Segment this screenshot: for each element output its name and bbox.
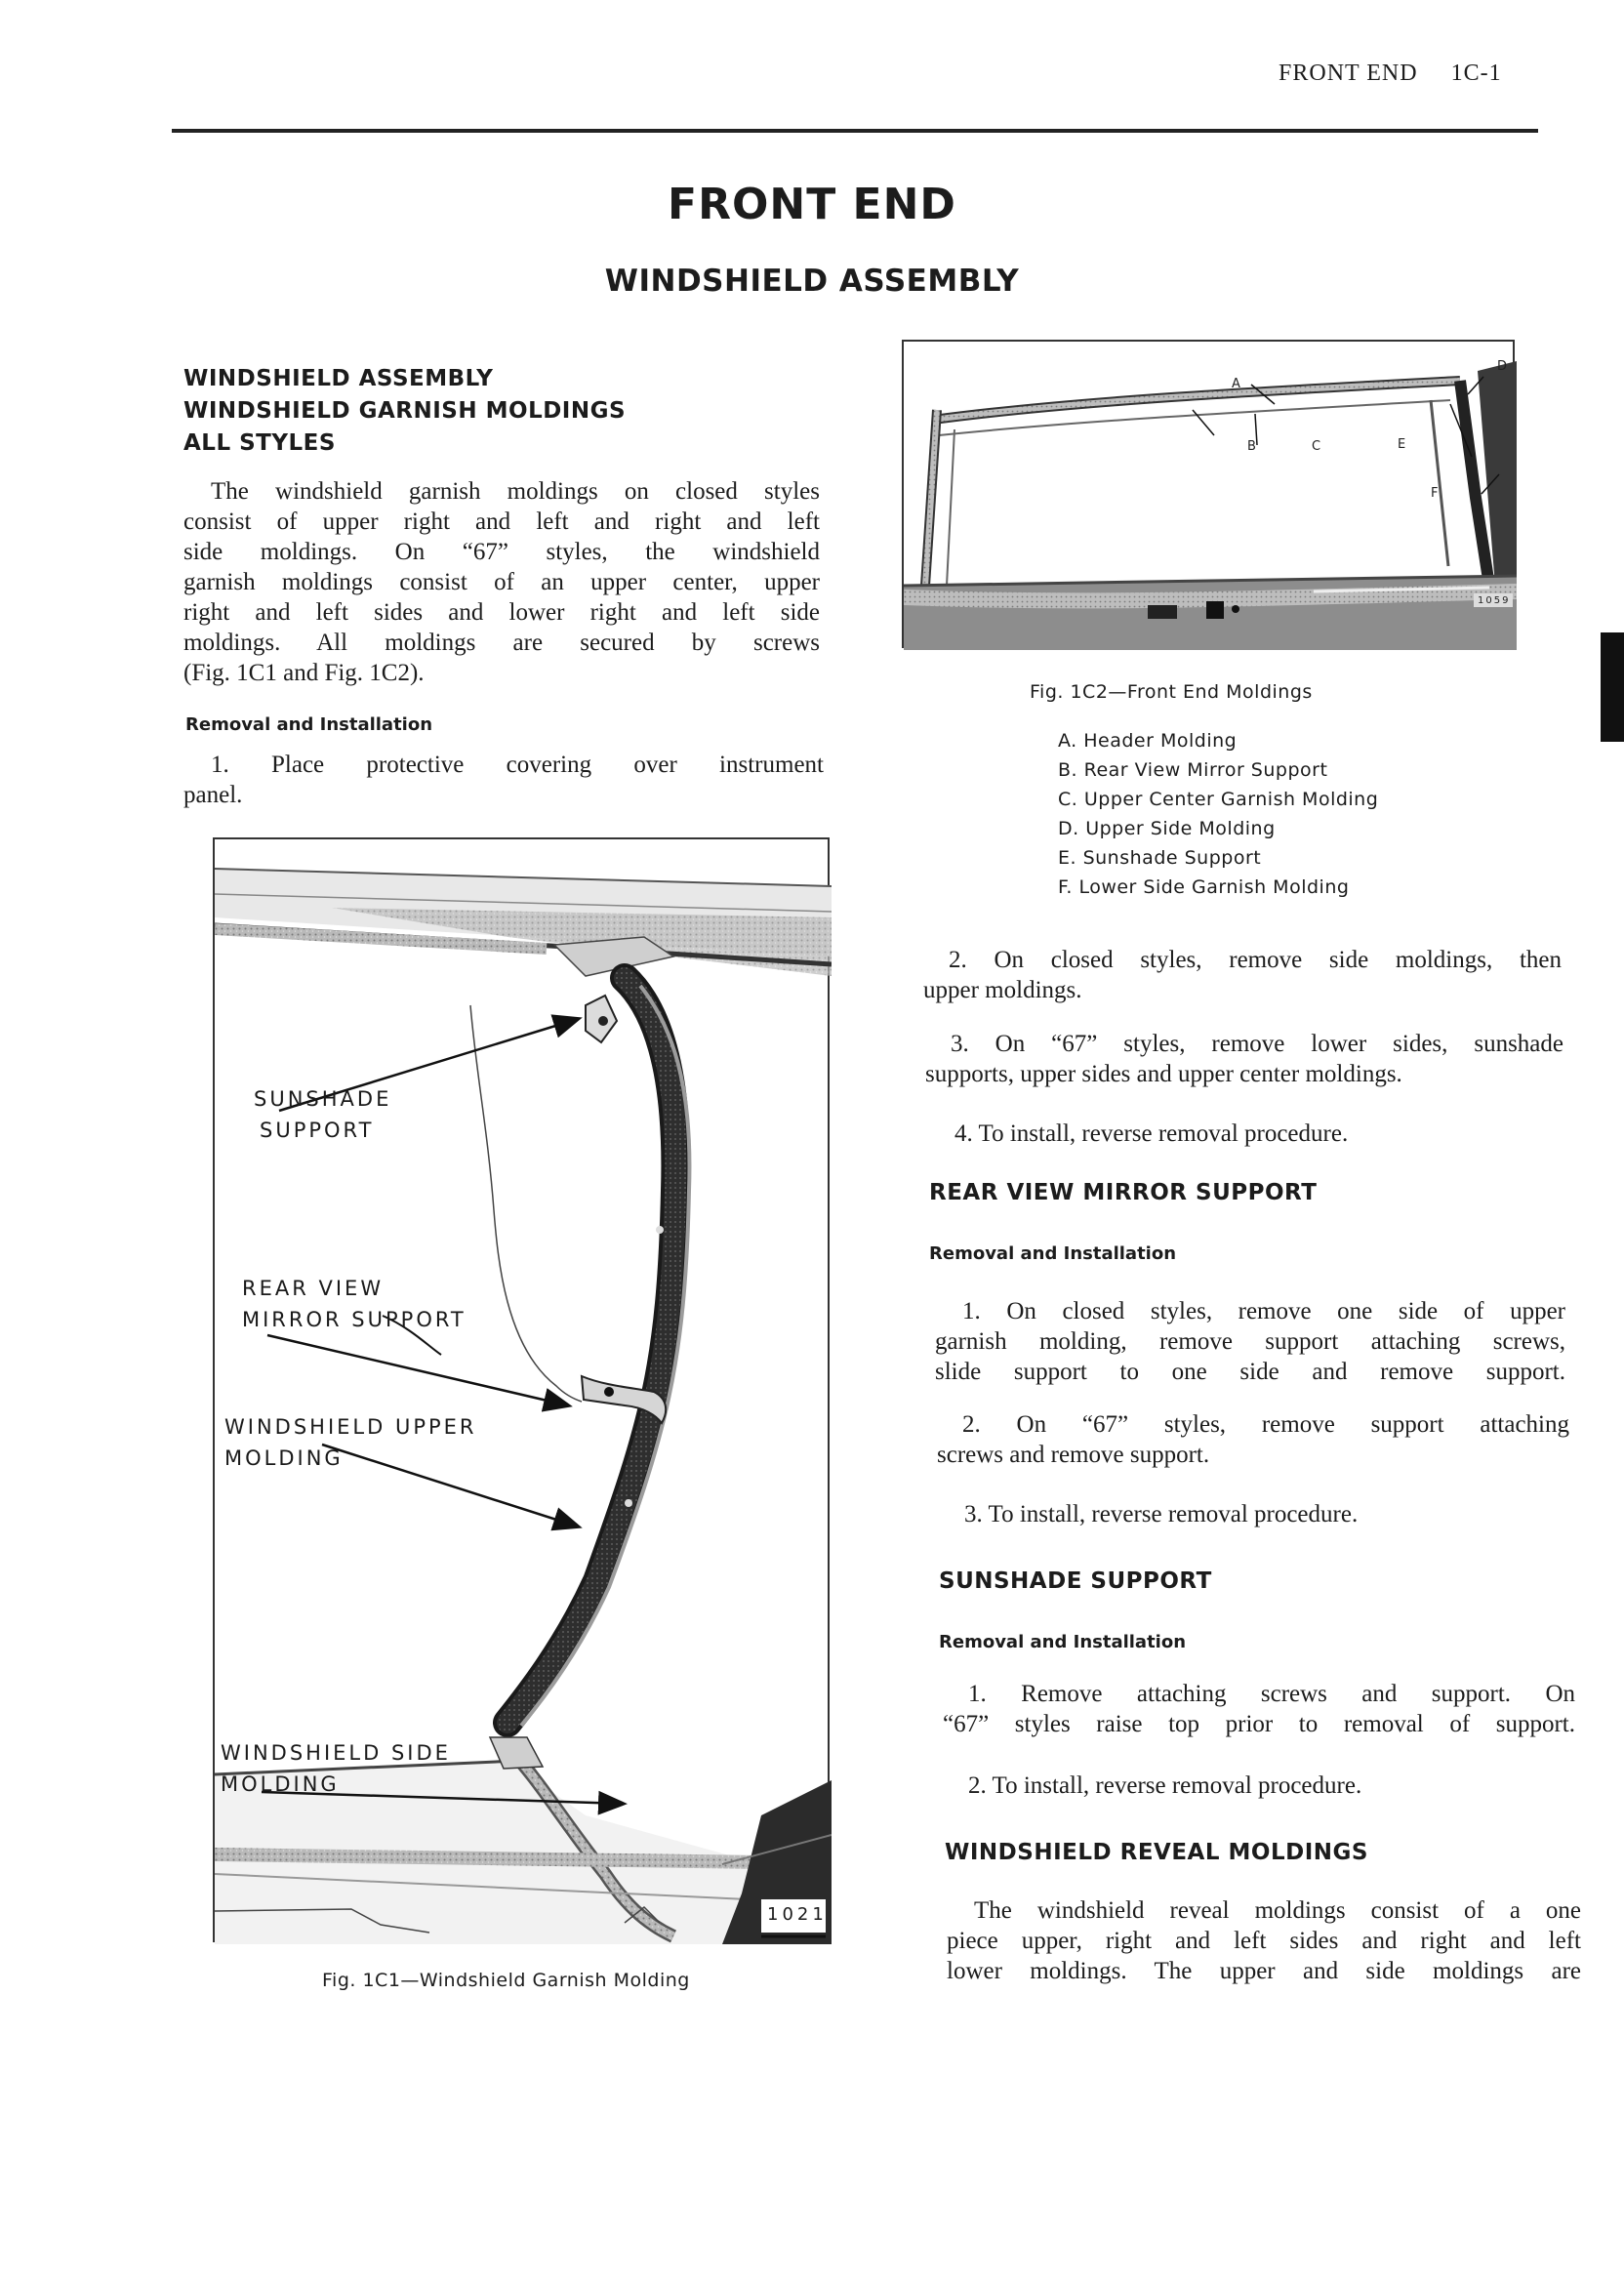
intro-line: The windshield garnish moldings on closed styles: [211, 478, 820, 505]
left-step-1: [183, 750, 824, 810]
figure-1c2-photo: [902, 340, 1515, 648]
step-line: supports, upper sides and upper center moldings.: [925, 1061, 1402, 1087]
running-header-section: FRONT END: [1279, 61, 1418, 86]
heading-line: ALL STYLES: [183, 430, 336, 456]
mirror-support-leader: [267, 1335, 568, 1405]
intro-line: side moldings. On “67” styles, the windshield: [183, 539, 820, 565]
callout-line: WINDSHIELD UPPER: [224, 1415, 477, 1439]
callout-line: WINDSHIELD SIDE: [221, 1741, 451, 1765]
sunshade-support-subheading: Removal and Installation: [939, 1632, 1187, 1652]
figure-1c2-legend: [1058, 726, 1378, 902]
reveal-moldings-paragraph: [947, 1895, 1581, 1986]
step-line: 1. On closed styles, remove one side of upper: [962, 1298, 1565, 1324]
front-end-moldings-illustration: [904, 342, 1517, 650]
callout-letter-c: C: [1312, 439, 1321, 454]
left-heading: [183, 363, 626, 460]
step-line: slide support to one side and remove support.: [935, 1359, 1565, 1385]
right-step-4: 4. To install, reverse removal procedure.: [954, 1120, 1349, 1147]
callout-letter-f: F: [1431, 486, 1439, 501]
photo-number: 1059: [1478, 595, 1511, 606]
figure-1c1-photo: [213, 837, 830, 1942]
reveal-moldings-heading: WINDSHIELD REVEAL MOLDINGS: [945, 1840, 1368, 1865]
step-line: “67” styles raise top prior to removal of support.: [943, 1711, 1575, 1737]
step-line: 3. On “67” styles, remove lower sides, sunshade: [951, 1031, 1563, 1057]
mirror-step-1: [935, 1296, 1565, 1387]
text-line: The windshield reveal moldings consist of a one: [974, 1897, 1581, 1924]
callout-windshield-side-molding: [221, 1737, 451, 1800]
figure-1c2-caption: Fig. 1C2—Front End Moldings: [1030, 681, 1313, 703]
step-line: upper moldings.: [923, 977, 1082, 1003]
sunshade-step-2: 2. To install, reverse removal procedure.: [968, 1772, 1362, 1799]
callout-letter-a: A: [1232, 377, 1240, 391]
photo-number: 1021: [767, 1904, 828, 1925]
running-header: [1279, 61, 1502, 87]
intro-line: moldings. All moldings are secured by screws: [183, 630, 820, 656]
step-line: 1. Remove attaching screws and support. On: [968, 1681, 1575, 1707]
text-line: lower moldings. The upper and side moldings are: [947, 1958, 1581, 1984]
intro-paragraph: [183, 476, 820, 688]
legend-item: A. Header Molding: [1058, 730, 1238, 752]
rear-view-mirror-subheading: Removal and Installation: [929, 1243, 1177, 1264]
callout-letter-b: B: [1247, 439, 1256, 454]
section-title: WINDSHIELD ASSEMBLY: [604, 264, 1020, 299]
step-line: screws and remove support.: [937, 1442, 1210, 1468]
callout-line: SUPPORT: [260, 1119, 375, 1142]
callout-rear-view-mirror-support: [242, 1273, 467, 1335]
legend-item: C. Upper Center Garnish Molding: [1058, 789, 1379, 810]
step-line: 2. On closed styles, remove side moldings, then: [949, 947, 1562, 973]
page-title: FRONT END: [668, 180, 956, 229]
sunshade-step-1: [943, 1679, 1575, 1739]
legend-item: B. Rear View Mirror Support: [1058, 759, 1328, 781]
callout-line: MIRROR SUPPORT: [242, 1308, 467, 1331]
intro-line: garnish moldings consist of an upper center, upper: [183, 569, 820, 595]
callout-line: MOLDING: [224, 1446, 344, 1470]
rear-view-mirror-heading: REAR VIEW MIRROR SUPPORT: [929, 1180, 1318, 1205]
callout-letter-d: D: [1497, 359, 1508, 374]
mirror-step-3: 3. To install, reverse removal procedure.: [964, 1501, 1359, 1527]
callout-windshield-upper-molding: [224, 1411, 477, 1474]
header-rule: [172, 129, 1538, 133]
step-line: garnish molding, remove support attaching screws,: [935, 1328, 1565, 1355]
text-line: piece upper, right and left sides and right and left: [947, 1928, 1581, 1954]
callout-line: MOLDING: [221, 1772, 340, 1796]
removal-installation-heading: Removal and Installation: [185, 714, 433, 735]
intro-line: right and left sides and lower right and left side: [183, 599, 820, 626]
intro-line: (Fig. 1C1 and Fig. 1C2).: [183, 660, 425, 686]
right-step-2: [923, 945, 1562, 1005]
page-number: 1C-1: [1450, 61, 1502, 86]
heading-line: WINDSHIELD ASSEMBLY: [183, 366, 494, 391]
callout-sunshade-support: [254, 1083, 391, 1146]
step-line: 1. Place protective covering over instrument: [211, 752, 824, 778]
figure-1c1-caption: Fig. 1C1—Windshield Garnish Molding: [322, 1970, 690, 1991]
section-thumb-tab: [1601, 632, 1624, 742]
mirror-step-2: [937, 1409, 1569, 1470]
legend-item: D. Upper Side Molding: [1058, 818, 1276, 839]
sunshade-support-heading: SUNSHADE SUPPORT: [939, 1568, 1212, 1594]
callout-letter-e: E: [1398, 437, 1406, 452]
step-line: panel.: [183, 782, 243, 808]
callout-line: SUNSHADE: [254, 1087, 392, 1111]
heading-line: WINDSHIELD GARNISH MOLDINGS: [183, 398, 627, 424]
intro-line: consist of upper right and left and right and left: [183, 509, 820, 535]
right-step-3: [925, 1029, 1563, 1089]
step-line: 2. On “67” styles, remove support attaching: [962, 1411, 1569, 1438]
callout-line: REAR VIEW: [242, 1277, 385, 1300]
legend-item: E. Sunshade Support: [1058, 847, 1262, 869]
legend-item: F. Lower Side Garnish Molding: [1058, 876, 1350, 898]
